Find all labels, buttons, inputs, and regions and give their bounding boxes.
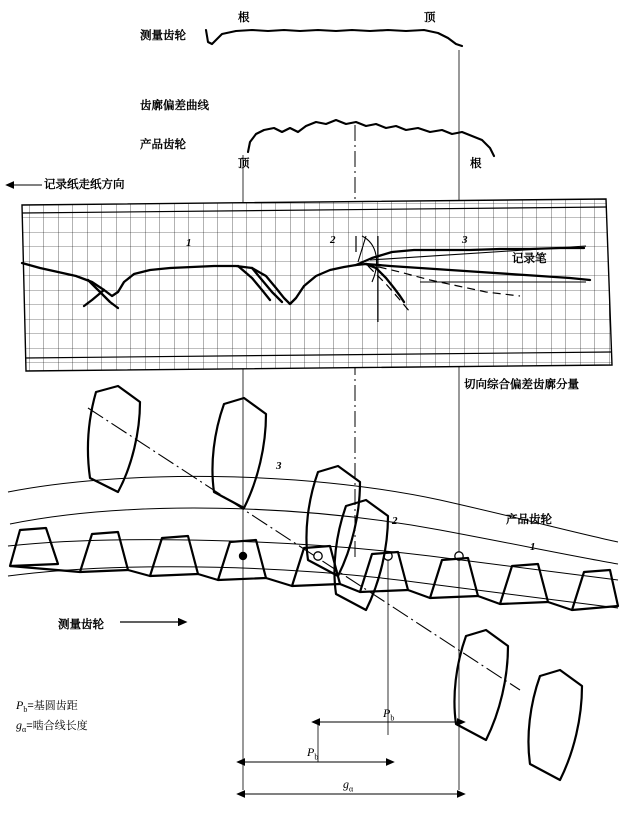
label-product-gear-lower: 产品齿轮 (506, 514, 552, 526)
label-paper-feed-direction: 记录纸走纸方向 (44, 179, 125, 191)
chart-strip (18, 195, 618, 377)
vertical-reference-lines (243, 50, 459, 790)
label-tip-mid: 顶 (238, 158, 250, 170)
label-profile-deviation-curve: 齿廓偏差曲线 (140, 100, 209, 112)
product-gear-teeth (88, 386, 582, 780)
marker-gear-1: 1 (530, 541, 536, 553)
label-root-mid: 根 (470, 158, 482, 170)
dimension-g-alpha: $g_\alpha$ (343, 777, 354, 794)
legend-item-pb: $P_b=$基圆齿距 (16, 698, 78, 715)
marker-gear-3: 3 (276, 460, 282, 472)
dimension-pb-large: $P_b$ (307, 745, 319, 762)
label-root-top: 根 (238, 12, 250, 24)
label-tangential-composite: 切向综合偏差齿廓分量 (464, 379, 579, 391)
legend-item-g-alpha: $g_\alpha=$啮合线长度 (16, 718, 88, 735)
marker-strip-1: 1 (186, 237, 192, 249)
marker-strip-3: 3 (462, 234, 468, 246)
pitch-line-arcs (8, 476, 618, 608)
dimension-pb-small: $P_b$ (383, 706, 395, 723)
marker-gear-2: 2 (392, 515, 398, 527)
label-measuring-gear-lower: 测量齿轮 (58, 619, 104, 631)
label-product-gear-upper: 产品齿轮 (140, 139, 186, 151)
marker-strip-2: 2 (330, 234, 336, 246)
label-tip-top: 顶 (424, 12, 436, 24)
profile-deviation-curve-trace (248, 120, 494, 156)
measuring-gear-root-line (10, 566, 572, 610)
measuring-gear-trace (206, 30, 462, 46)
label-measuring-gear-top: 测量齿轮 (140, 30, 186, 42)
label-recording-pen: 记录笔 (512, 253, 547, 265)
